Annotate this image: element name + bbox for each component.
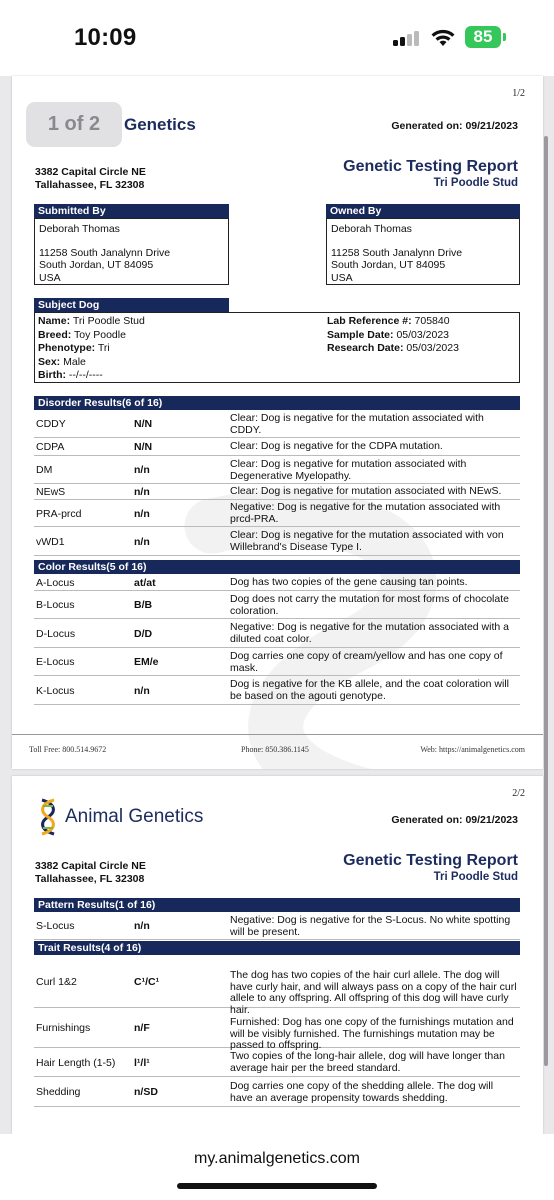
locus-name: Shedding xyxy=(36,1086,81,1098)
submitted-by-line: South Jordan, UT 84095 xyxy=(39,259,154,271)
lab-reference xyxy=(327,315,459,329)
genotype-result: N/N xyxy=(134,441,153,453)
subject-name xyxy=(38,315,145,329)
scrollbar[interactable] xyxy=(544,136,548,1066)
submitted-by-line: 11258 South Janalynn Drive xyxy=(39,246,171,259)
genotype-result: n/n xyxy=(134,920,150,932)
result-description: Clear: Dog is negative for the CDPA mutation. xyxy=(230,440,443,452)
locus-name: vWD1 xyxy=(36,536,65,548)
table-row xyxy=(34,619,520,648)
field-value: 705840 xyxy=(411,315,450,327)
submitted-by-line: USA xyxy=(39,271,61,284)
field-value: Male xyxy=(60,355,86,368)
table-row xyxy=(34,456,520,484)
report-title: Genetic Testing Report xyxy=(343,158,518,175)
genotype-result: B/B xyxy=(134,599,153,611)
disorder-results-header: Disorder Results(6 of 16) xyxy=(34,396,520,410)
page-number: 1/2 xyxy=(512,88,525,99)
submitted-by-line xyxy=(39,236,228,247)
result-description: Dog does not carry the mutation for most forms of chocolate coloration. xyxy=(230,593,509,617)
owned-by-line xyxy=(331,236,519,247)
table-row xyxy=(34,1008,520,1051)
result-description: The dog has two copies of the hair curl allele. The dog will have curly hair, and will always pass on a copy of the hair curl allele to any offspring. All offspring of this dog will have curly hair. xyxy=(230,969,517,1016)
locus-name: S-Locus xyxy=(36,920,75,932)
locus-name: Hair Length (1-5) xyxy=(36,1057,116,1069)
address-line: 3382 Capital Circle NE xyxy=(35,860,146,872)
status-bar xyxy=(0,0,554,76)
report-page-2 xyxy=(12,776,543,1134)
genotype-result: n/SD xyxy=(134,1086,158,1098)
table-row xyxy=(34,676,520,705)
table-row xyxy=(34,484,520,500)
result-description: Dog is negative for the KB allele, and the coat coloration will be based on the agouti genotype. xyxy=(230,678,509,702)
field-value: Toy Poodle xyxy=(71,328,126,341)
subject-phenotype xyxy=(38,342,145,356)
generated-date: Generated on: 09/21/2023 xyxy=(391,120,518,132)
genotype-result: n/F xyxy=(134,1022,150,1034)
cellular-signal-icon xyxy=(393,30,423,46)
field-value: 05/03/2023 xyxy=(403,342,459,355)
footer-web: Web: https://animalgenetics.com xyxy=(420,745,525,754)
field-label: Breed: xyxy=(38,328,72,341)
locus-name: K-Locus xyxy=(36,685,75,697)
result-description: Dog has two copies of the gene causing tan points. xyxy=(230,576,468,588)
genotype-result: D/D xyxy=(134,628,153,640)
home-indicator[interactable] xyxy=(177,1183,377,1189)
genotype-result: n/n xyxy=(134,685,150,697)
brand-name: Animal Genetics xyxy=(65,806,204,827)
field-label: Research Date: xyxy=(327,342,404,355)
field-label: Sample Date: xyxy=(327,328,394,341)
result-description: Clear: Dog is negative for the mutation associated with von Willebrand's Disease Type I. xyxy=(230,529,504,553)
footer-toll-free: Toll Free: 800.514.9672 xyxy=(29,745,107,754)
color-results-header: Color Results(5 of 16) xyxy=(34,560,520,574)
table-row xyxy=(34,591,520,619)
locus-name: E-Locus xyxy=(36,656,75,668)
subject-dog-box xyxy=(34,312,520,383)
field-value: Tri Poodle Stud xyxy=(70,315,145,327)
lab-address xyxy=(35,860,146,886)
locus-name: PRA-prcd xyxy=(36,508,82,520)
genotype-result: n/n xyxy=(134,464,150,476)
locus-name: CDDY xyxy=(36,418,66,430)
field-value: 05/03/2023 xyxy=(393,328,449,341)
brand-name: Genetics xyxy=(124,115,196,134)
lab-address xyxy=(35,166,146,192)
owned-by-box xyxy=(326,218,520,285)
field-value: --/--/---- xyxy=(66,369,103,382)
table-row xyxy=(34,500,520,527)
battery-icon: 85 xyxy=(465,26,501,48)
field-label: Lab Reference #: xyxy=(327,315,412,327)
result-description: Dog carries one copy of cream/yellow and has one copy of mask. xyxy=(230,650,503,674)
locus-name: A-Locus xyxy=(36,577,75,589)
locus-name: B-Locus xyxy=(36,599,75,611)
result-description: Dog carries one copy of the shedding allele. The dog will have an average propensity towards shedding. xyxy=(230,1080,494,1104)
pattern-results-header: Pattern Results(1 of 16) xyxy=(34,898,520,912)
animal-genetics-logo-icon xyxy=(38,798,58,836)
report-title-block xyxy=(343,158,518,189)
table-row xyxy=(34,438,520,456)
research-date xyxy=(327,342,459,356)
table-row xyxy=(34,648,520,676)
subject-dog-header: Subject Dog xyxy=(34,298,229,312)
subject-sex xyxy=(38,356,145,370)
result-description: Negative: Dog is negative for the mutation associated with a diluted coat color. xyxy=(230,621,509,645)
report-subtitle: Tri Poodle Stud xyxy=(433,177,518,189)
report-page-1 xyxy=(12,76,543,769)
result-description: Negative: Dog is negative for the mutation associated with prcd-PRA. xyxy=(230,501,501,525)
locus-name: Furnishings xyxy=(36,1022,91,1034)
result-description: Two copies of the long-hair allele, dog will have longer than average hair per the breed standard. xyxy=(230,1050,505,1074)
address-line: Tallahassee, FL 32308 xyxy=(35,873,145,885)
owned-by-line: Deborah Thomas xyxy=(331,223,412,235)
browser-url-bar[interactable] xyxy=(0,1134,554,1200)
result-description: Negative: Dog is negative for the S-Locus. No white spotting will be present. xyxy=(230,914,511,938)
genotype-result: n/n xyxy=(134,508,150,520)
footer-phone: Phone: 850.386.1145 xyxy=(241,745,309,754)
url-text[interactable]: my.animalgenetics.com xyxy=(194,1150,360,1167)
submitted-by-box xyxy=(34,218,229,285)
battery-tip xyxy=(503,33,506,41)
submitted-by-line: Deborah Thomas xyxy=(39,223,120,235)
genotype-result: n/n xyxy=(134,486,150,498)
table-row xyxy=(34,1077,520,1107)
field-value: Tri xyxy=(95,342,110,355)
genotype-result: l¹/l¹ xyxy=(134,1057,150,1069)
page-indicator: 1 of 2 xyxy=(26,102,122,147)
footer-divider xyxy=(12,734,543,735)
status-time: 10:09 xyxy=(74,24,137,51)
subject-birth xyxy=(38,369,145,383)
genotype-result: at/at xyxy=(134,577,156,589)
field-label: Name: xyxy=(38,315,71,327)
locus-name: Curl 1&2 xyxy=(36,976,77,988)
report-subtitle: Tri Poodle Stud xyxy=(433,871,518,883)
genotype-result: EM/e xyxy=(134,656,159,668)
table-row xyxy=(34,1048,520,1077)
result-description: Clear: Dog is negative for the mutation associated with CDDY. xyxy=(230,412,484,436)
page-number: 2/2 xyxy=(512,788,525,799)
result-description: Clear: Dog is negative for mutation associated with NEwS. xyxy=(230,485,502,497)
trait-results-header: Trait Results(4 of 16) xyxy=(34,941,520,955)
locus-name: D-Locus xyxy=(36,628,76,640)
genotype-result: n/n xyxy=(134,536,150,548)
genotype-result: C¹/C¹ xyxy=(134,976,160,988)
subject-dog-right xyxy=(327,315,459,356)
wifi-icon xyxy=(430,27,456,47)
field-label: Phenotype: xyxy=(38,342,96,355)
subject-breed xyxy=(38,329,145,343)
table-row xyxy=(34,527,520,556)
owned-by-line: USA xyxy=(331,271,353,284)
report-title: Genetic Testing Report xyxy=(343,852,518,869)
sample-date xyxy=(327,329,459,343)
owned-by-header: Owned By xyxy=(326,204,520,218)
address-line: Tallahassee, FL 32308 xyxy=(35,179,145,191)
table-row xyxy=(34,955,520,1016)
result-description: Clear: Dog is negative for mutation associated with Degenerative Myelopathy. xyxy=(230,458,467,482)
table-row xyxy=(34,574,520,591)
owned-by-line: South Jordan, UT 84095 xyxy=(331,259,446,271)
table-row xyxy=(34,410,520,438)
locus-name: NEwS xyxy=(36,486,66,498)
owned-by-line: 11258 South Janalynn Drive xyxy=(331,246,463,259)
field-label: Sex: xyxy=(38,355,61,368)
field-label: Birth: xyxy=(38,369,66,382)
subject-dog-left xyxy=(38,315,145,383)
genotype-result: N/N xyxy=(134,418,153,430)
table-row xyxy=(34,912,520,940)
address-line: 3382 Capital Circle NE xyxy=(35,166,146,178)
result-description: Furnished: Dog has one copy of the furnishings mutation and will be visibly furnished. The furnishings mutation may be passed to offspring. xyxy=(230,1016,514,1051)
report-title-block xyxy=(343,852,518,883)
locus-name: DM xyxy=(36,464,53,476)
locus-name: CDPA xyxy=(36,441,65,453)
submitted-by-header: Submitted By xyxy=(34,204,229,218)
generated-date: Generated on: 09/21/2023 xyxy=(391,814,518,826)
